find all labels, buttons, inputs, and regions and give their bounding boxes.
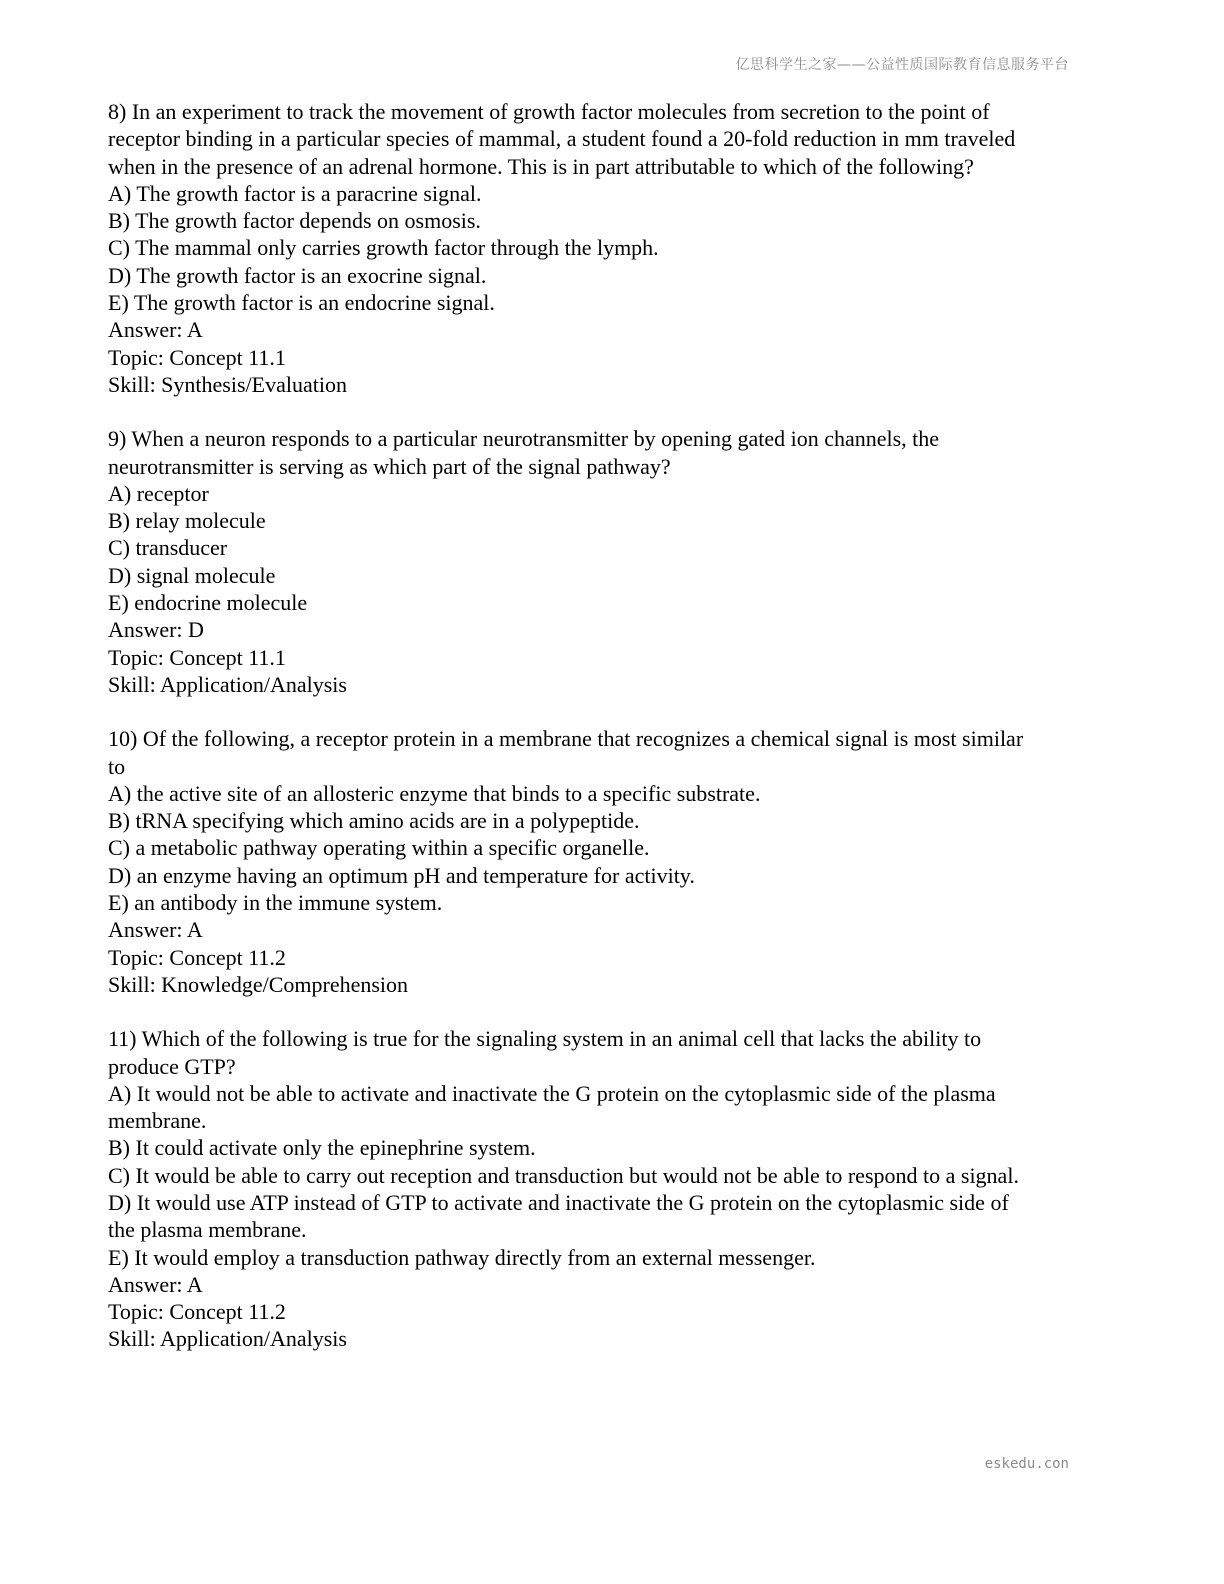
answer-key: Answer: A [108,917,203,943]
answer-option: A) The growth factor is a paracrine signal. [108,180,482,206]
question-stem-line: receptor binding in a particular species of mammal, a student found a 20-fold reduction in mm traveled [108,126,1016,152]
skill-label: Skill: Knowledge/Comprehension [108,971,409,997]
question-stem-line: 10) Of the following, a receptor protein in a membrane that recognizes a chemical signal is most similar [108,726,1024,752]
answer-option: B) relay molecule [108,508,266,534]
question-10 [108,725,1108,998]
skill-label: Skill: Application/Analysis [108,671,347,697]
page-footer: eskedu.con [984,1456,1069,1472]
answer-option: D) signal molecule [108,562,276,588]
answer-option: B) It could activate only the epinephrine system. [108,1135,536,1161]
question-11 [108,1025,1108,1353]
topic-label: Topic: Concept 11.2 [108,944,286,970]
question-stem-line: 8) In an experiment to track the movement of growth factor molecules from secretion to the point of [108,99,990,124]
question-9 [108,425,1108,698]
page-header: 亿思科学生之家——公益性质国际教育信息服务平台 [735,57,1069,73]
answer-option: E) The growth factor is an endocrine signal. [108,290,495,316]
answer-option: D) an enzyme having an optimum pH and temperature for activity. [108,862,695,888]
question-list [108,98,1108,1380]
answer-option: E) endocrine molecule [108,590,308,616]
question-stem-line: 9) When a neuron responds to a particular neurotransmitter by opening gated ion channels, the [108,426,940,452]
answer-option: B) The growth factor depends on osmosis. [108,208,481,234]
answer-option: A) the active site of an allosteric enzyme that binds to a specific substrate. [108,780,761,806]
question-stem-line: neurotransmitter is serving as which part of the signal pathway? [108,453,671,479]
skill-label: Skill: Application/Analysis [108,1326,347,1352]
topic-label: Topic: Concept 11.1 [108,344,286,370]
answer-option: membrane. [108,1108,207,1134]
answer-option: D) It would use ATP instead of GTP to activate and inactivate the G protein on the cytoplasmic side of [108,1189,1009,1215]
answer-option: the plasma membrane. [108,1217,307,1243]
topic-label: Topic: Concept 11.1 [108,644,286,670]
question-stem-line: when in the presence of an adrenal hormone. This is in part attributable to which of the following? [108,153,974,179]
answer-option: C) a metabolic pathway operating within a specific organelle. [108,835,650,861]
question-stem-line: 11) Which of the following is true for the signaling system in an animal cell that lacks the ability to [108,1026,982,1052]
question-stem-line: to [108,753,126,779]
answer-option: C) transducer [108,535,228,561]
answer-key: Answer: D [108,617,204,643]
answer-option: E) It would employ a transduction pathway directly from an external messenger. [108,1244,816,1270]
answer-option: D) The growth factor is an exocrine signal. [108,262,487,288]
answer-key: Answer: A [108,317,203,343]
answer-option: B) tRNA specifying which amino acids are in a polypeptide. [108,808,640,834]
question-stem-line: produce GTP? [108,1053,236,1079]
answer-option: E) an antibody in the immune system. [108,890,443,916]
question-8 [108,98,1108,398]
answer-option: C) The mammal only carries growth factor through the lymph. [108,235,659,261]
answer-option: C) It would be able to carry out reception and transduction but would not be able to respond to a signal. [108,1162,1019,1188]
answer-option: A) receptor [108,480,209,506]
skill-label: Skill: Synthesis/Evaluation [108,371,347,397]
answer-key: Answer: A [108,1271,203,1297]
answer-option: A) It would not be able to activate and inactivate the G protein on the cytoplasmic side of the plasma [108,1080,996,1106]
topic-label: Topic: Concept 11.2 [108,1299,286,1325]
